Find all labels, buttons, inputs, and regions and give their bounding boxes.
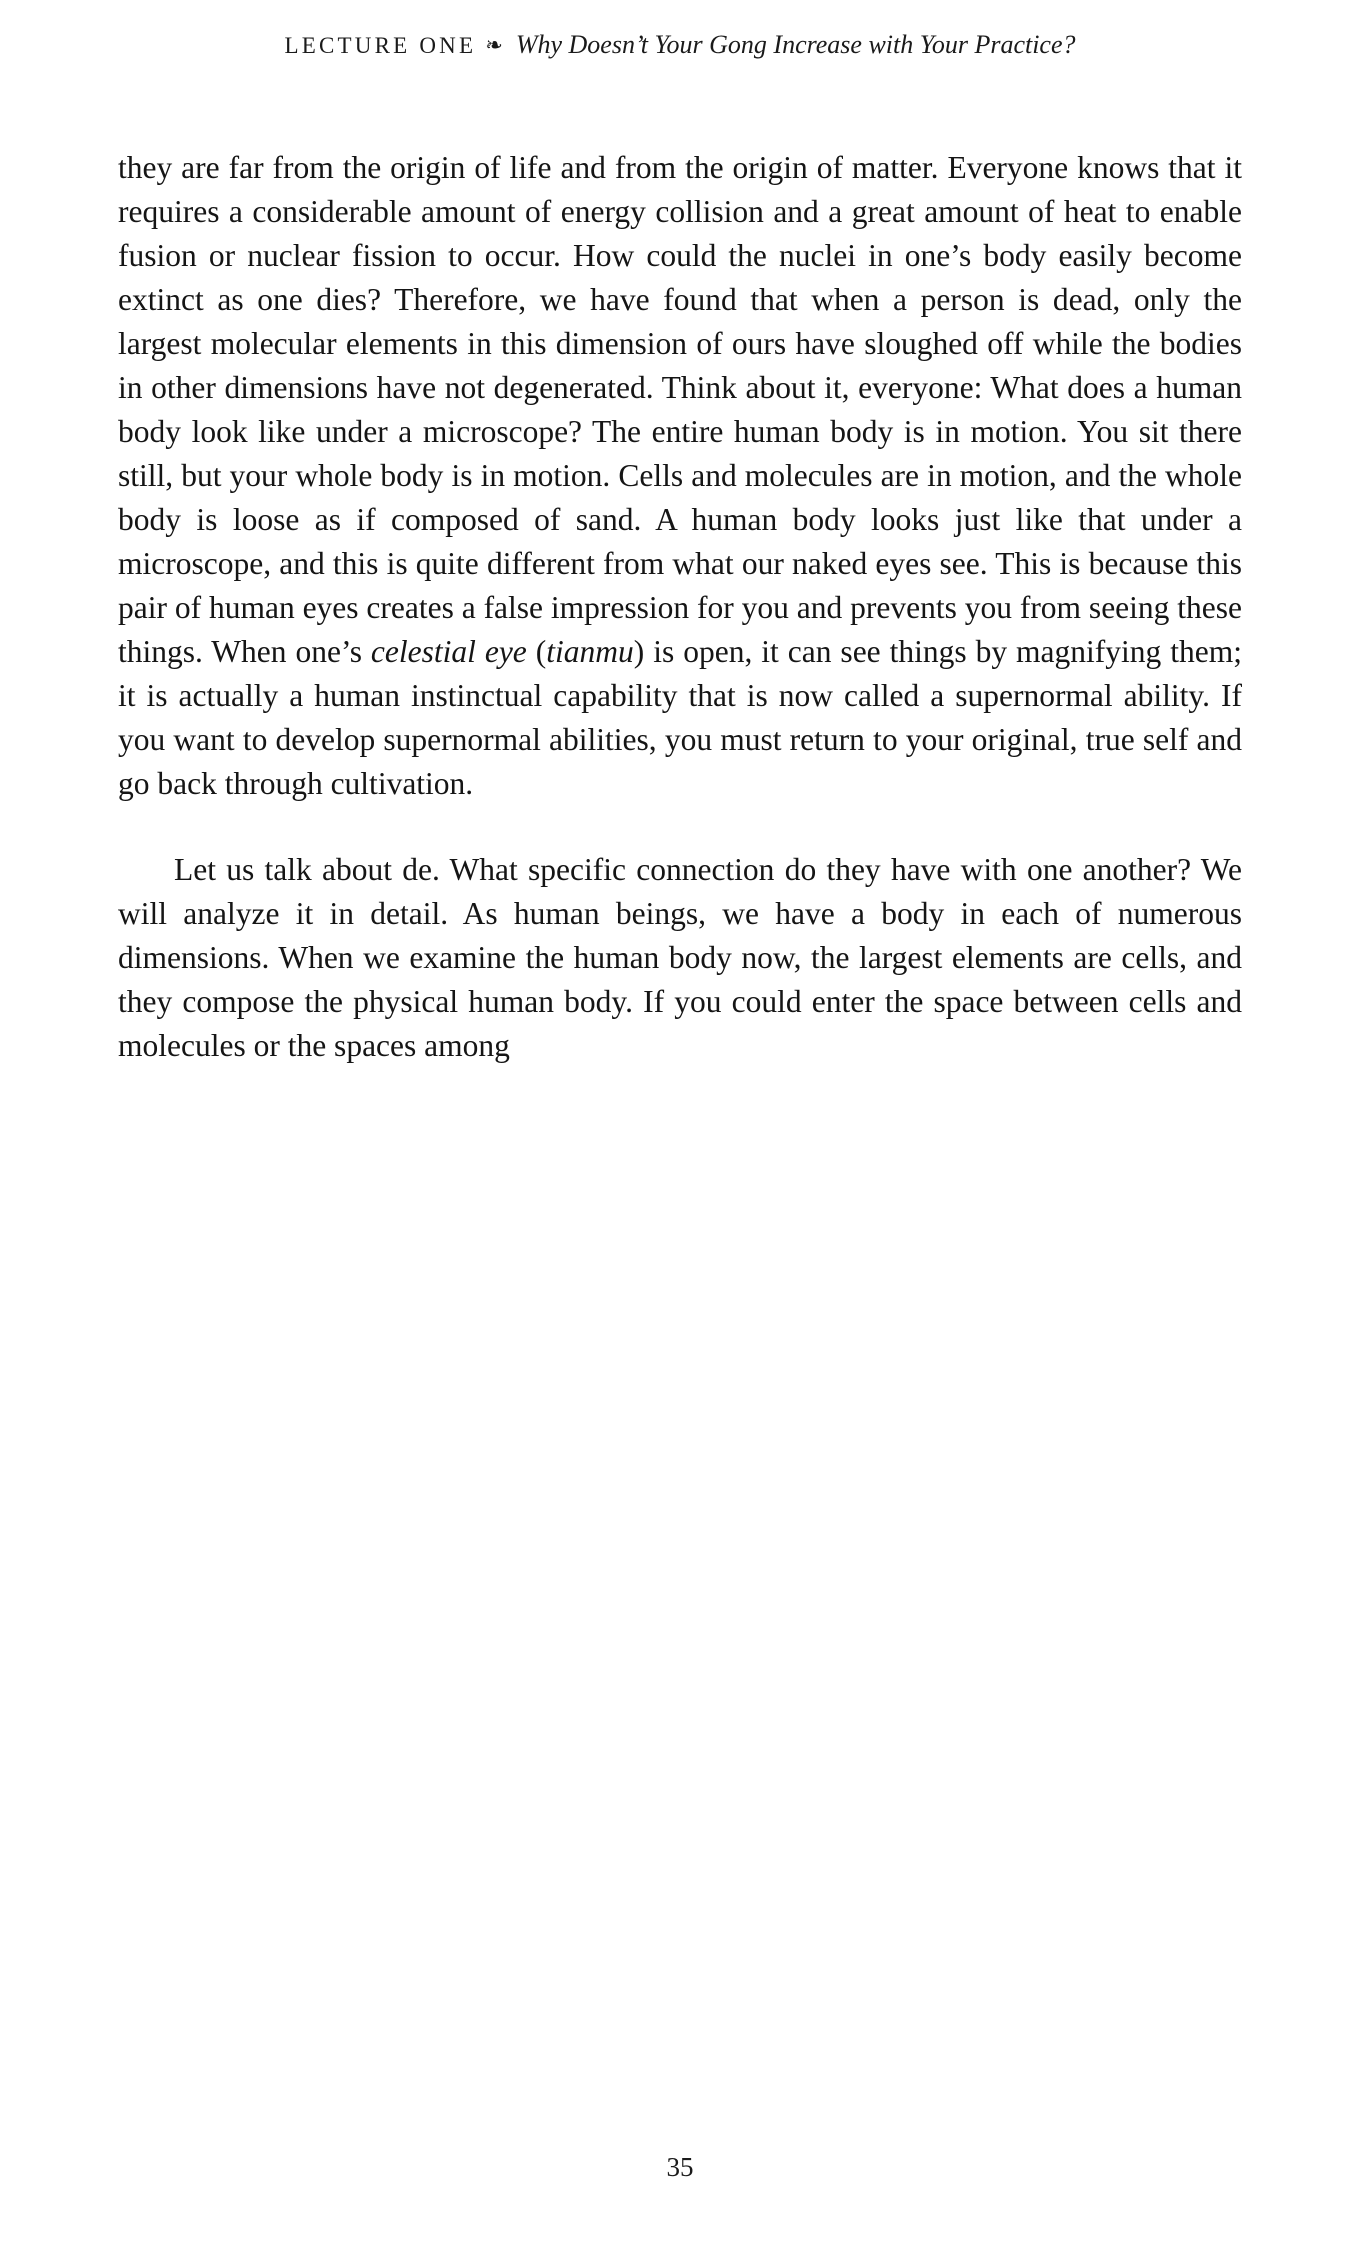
paragraph-continued: [118, 146, 1242, 806]
body-text-column: [118, 146, 1242, 1068]
paragraph-de: Let us talk about de. What specific connection do they have with one another? We will analyze it in detail. As human beings, we have a body in each of numerous dimensions. When we examine the human body now, the largest elements are cells, and they compose the physical human body. If you could enter the space between cells and molecules or the spaces among: [118, 852, 1242, 1063]
leaf-ornament-icon: ❧: [485, 33, 503, 57]
running-head-title: Why Doesn’t Your Gong Increase with Your Practice?: [515, 30, 1076, 59]
paragraph-text-segment: ) is open, it can see things by magnifying them; it is actually a human instinctual capability that is now called a supernormal ability. If you want to develop supernormal abilities, you must return to your original, true self and go back through cultivation.: [118, 634, 1242, 801]
running-head-lecture-label: LECTURE ONE: [284, 33, 477, 58]
italic-term-tianmu: tianmu: [546, 634, 634, 669]
italic-term-celestial-eye: celestial eye: [370, 634, 527, 669]
page-number: 35: [666, 2152, 694, 2182]
paragraph-text-segment: (: [526, 634, 547, 669]
running-head: [148, 22, 1212, 68]
paragraph-text-segment: they are far from the origin of life and from the origin of matter. Everyone knows that it requires a considerable amount of energy collision and a great amount of heat to enable fusion or nuclear fission to occur. How could the nuclei in one’s body easily become extinct as one dies? Therefore, we have found that when a person is dead, only the largest molecular elements in this dimension of ours have sloughed off while the bodies in other dimensions have not degenerated. Think about it, everyone: What does a human body look like under a microscope? The entire human body is in motion. You sit there still, but your whole body is in motion. Cells and molecules are in motion, and the whole body is loose as if composed of sand. A human body looks just like that under a microscope, and this is quite different from what our naked eyes see. This is because this pair of human eyes creates a false impression for you and prevents you from seeing these things. When one’s: [118, 150, 1243, 669]
running-head-inner: [284, 30, 1075, 60]
